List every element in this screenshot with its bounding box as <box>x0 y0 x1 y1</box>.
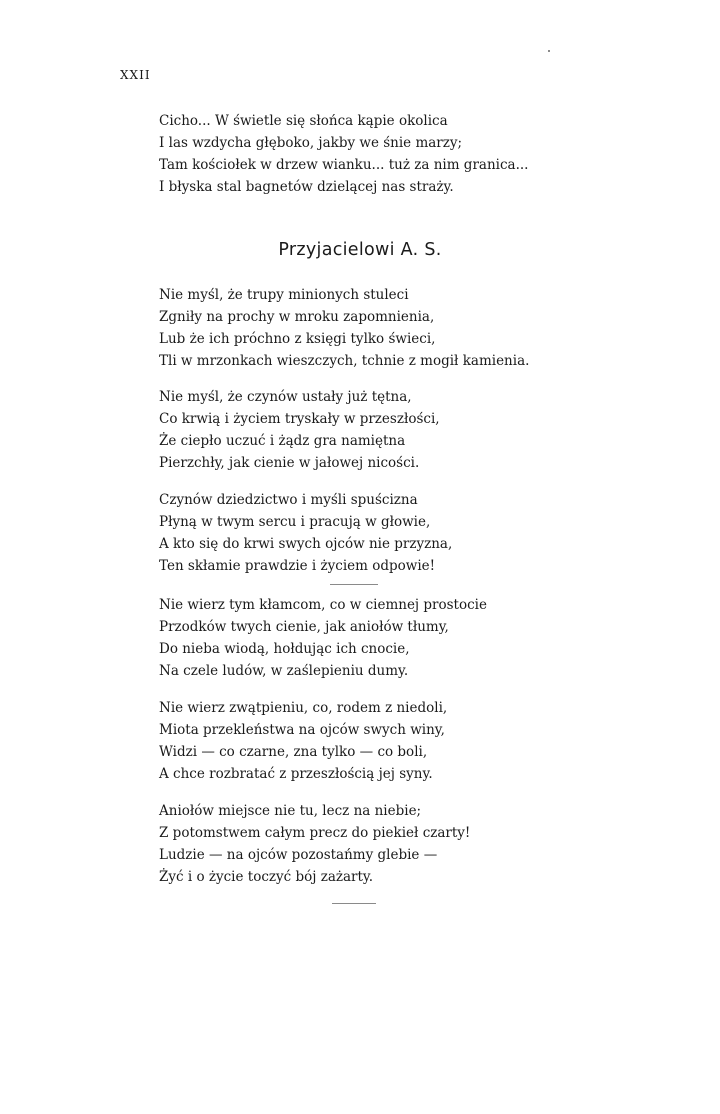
poem-line: Nie wierz tym kłamcom, co w ciemnej prostocie <box>159 597 487 613</box>
poem-line: Ludzie — na ojców pozostańmy glebie — <box>159 847 438 863</box>
poem-line: Z potomstwem całym precz do piekieł czarty! <box>159 825 471 841</box>
stanza <box>159 800 470 888</box>
top-right-speck <box>548 50 550 52</box>
poem-line: Lub że ich próchno z księgi tylko świeci, <box>159 331 436 347</box>
poem-line: Widzi — co czarne, zna tylko — co boli, <box>159 744 428 760</box>
page-number: XXII <box>120 68 151 82</box>
poem-line: Pierzchły, jak cienie w jałowej nicości. <box>159 455 420 471</box>
poem-line: Nie wierz zwątpieniu, co, rodem z niedoli, <box>159 700 448 716</box>
poem-line: Nie myśl, że trupy minionych stuleci <box>159 287 409 303</box>
poem-line: Cicho... W świetle się słońca kąpie okolica <box>159 113 448 129</box>
poem-line: Żyć i o życie toczyć bój zażarty. <box>159 869 374 885</box>
stanza <box>159 386 440 474</box>
poem-line: A chce rozbratać z przeszłością jej syny. <box>159 766 433 782</box>
poem-line: A kto się do krwi swych ojców nie przyzna, <box>159 536 453 552</box>
stanza <box>159 697 447 785</box>
poem-line: Zgniły na prochy w mroku zapomnienia, <box>159 309 435 325</box>
poem-line: Miota przekleństwa na ojców swych winy, <box>159 722 445 738</box>
poem-title: Przyjacielowi A. S. <box>278 240 442 260</box>
end-divider <box>332 903 376 904</box>
poem-line: Aniołów miejsce nie tu, lecz na niebie; <box>159 803 422 819</box>
poem-line: Czynów dziedzictwo i myśli spuścizna <box>159 492 418 508</box>
poem-line: Na czele ludów, w zaślepieniu dumy. <box>159 663 409 679</box>
poem-line: Nie myśl, że czynów ustały już tętna, <box>159 389 412 405</box>
stanza <box>159 284 529 372</box>
poem-line: Płyną w twym sercu i pracują w głowie, <box>159 514 431 530</box>
stanza <box>159 594 487 682</box>
poem-line: Co krwią i życiem tryskały w przeszłości, <box>159 411 440 427</box>
section-divider <box>330 584 378 585</box>
poem-line: I błyska stal bagnetów dzielącej nas straży. <box>159 179 454 195</box>
intro-stanza <box>159 110 528 198</box>
poem-line: I las wzdycha głęboko, jakby we śnie marzy; <box>159 135 463 151</box>
poem-line: Tli w mrzonkach wieszczych, tchnie z mogił kamienia. <box>159 353 530 369</box>
poem-line: Ten skłamie prawdzie i życiem odpowie! <box>159 558 436 574</box>
poem-line: Do nieba wiodą, hołdując ich cnocie, <box>159 641 410 657</box>
poem-line: Tam kościołek w drzew wianku... tuż za nim granica... <box>159 157 529 173</box>
poem-line: Że ciepło uczuć i żądz gra namiętna <box>159 433 406 449</box>
stanza <box>159 489 452 577</box>
poem-line: Przodków twych cienie, jak aniołów tłumy, <box>159 619 449 635</box>
